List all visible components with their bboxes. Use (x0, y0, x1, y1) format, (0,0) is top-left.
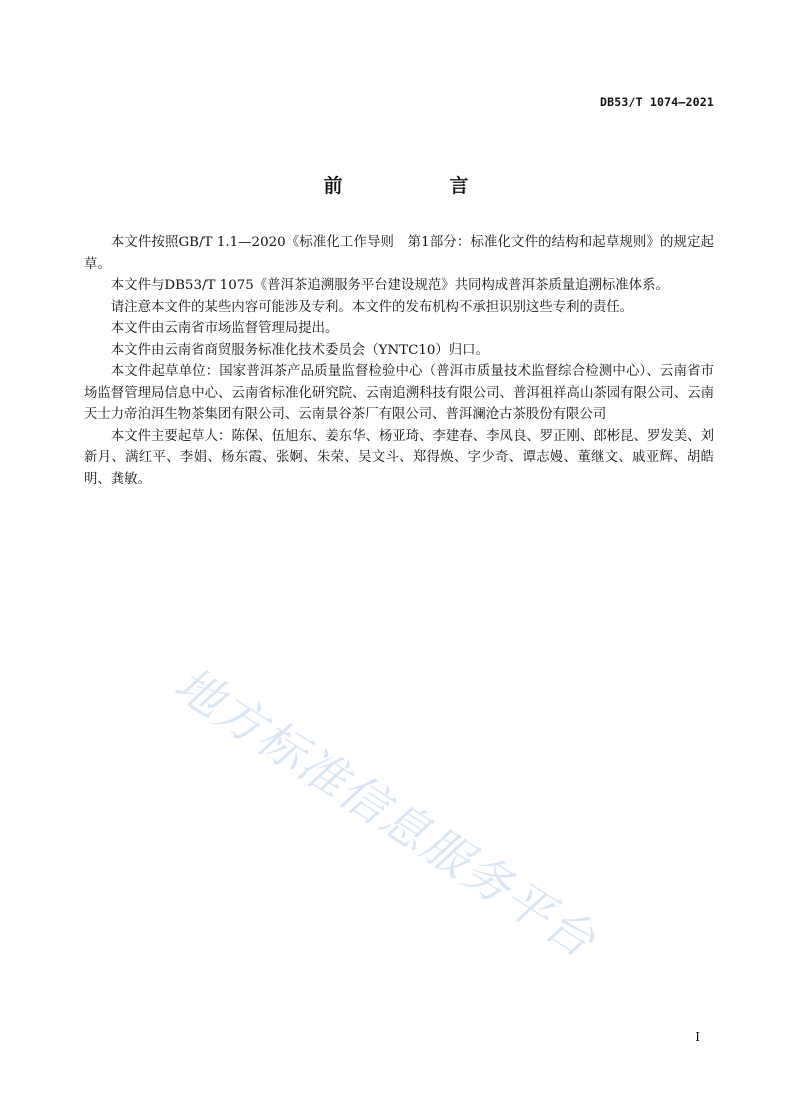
paragraph-related-standard: 本文件与DB53/T 1075《普洱茶追溯服务平台建设规范》共同构成普洱茶质量追溯标准体系。 (110, 278, 669, 293)
page-number: I (695, 1030, 700, 1044)
paragraph-proposed-by: 本文件由云南省市场监督管理局提出。 (110, 321, 339, 336)
foreword-body (84, 232, 714, 490)
paragraph-centralized-by: 本文件由云南省商贸服务标准化技术委员会（YNTC10）归口。 (110, 342, 489, 358)
page-title: 前 言 (323, 175, 513, 197)
paragraph-patent-notice: 请注意本文件的某些内容可能涉及专利。本文件的发布机构不承担识别这些专利的责任。 (110, 299, 634, 315)
watermark-text: 地方标准信息服务平台 (164, 656, 606, 970)
document-number: DB53/T 1074—2021 (600, 95, 714, 109)
paragraph-drafting-units: 本文件起草单位：国家普洱茶产品质量监督检验中心（普洱市质量技术监督综合检测中心）、云南省市场监督管理局信息中心、云南省标准化研究院、云南追溯科技有限公司、普洱祖祥高山茶园有限公司、云南天士力帝泊洱生物茶集团有限公司、云南景谷茶厂有限公司、普洱澜沧古茶股份有限公司 (84, 364, 714, 422)
paragraph-drafting-rules: 本文件按照GB/T 1.1—2020《标准化工作导则 第1部分：标准化文件的结构和起草规则》的规定起草。 (84, 235, 714, 272)
paragraph-drafters: 本文件主要起草人：陈保、伍旭东、姜东华、杨亚琦、李建春、李凤良、罗正刚、郎彬昆、罗发美、刘新月、满红平、李娟、杨东霞、张婀、朱荣、吴文斗、郑得焕、字少奇、谭志嫚、董继文、戚亚辉、胡皓明、龚敏。 (84, 428, 714, 487)
